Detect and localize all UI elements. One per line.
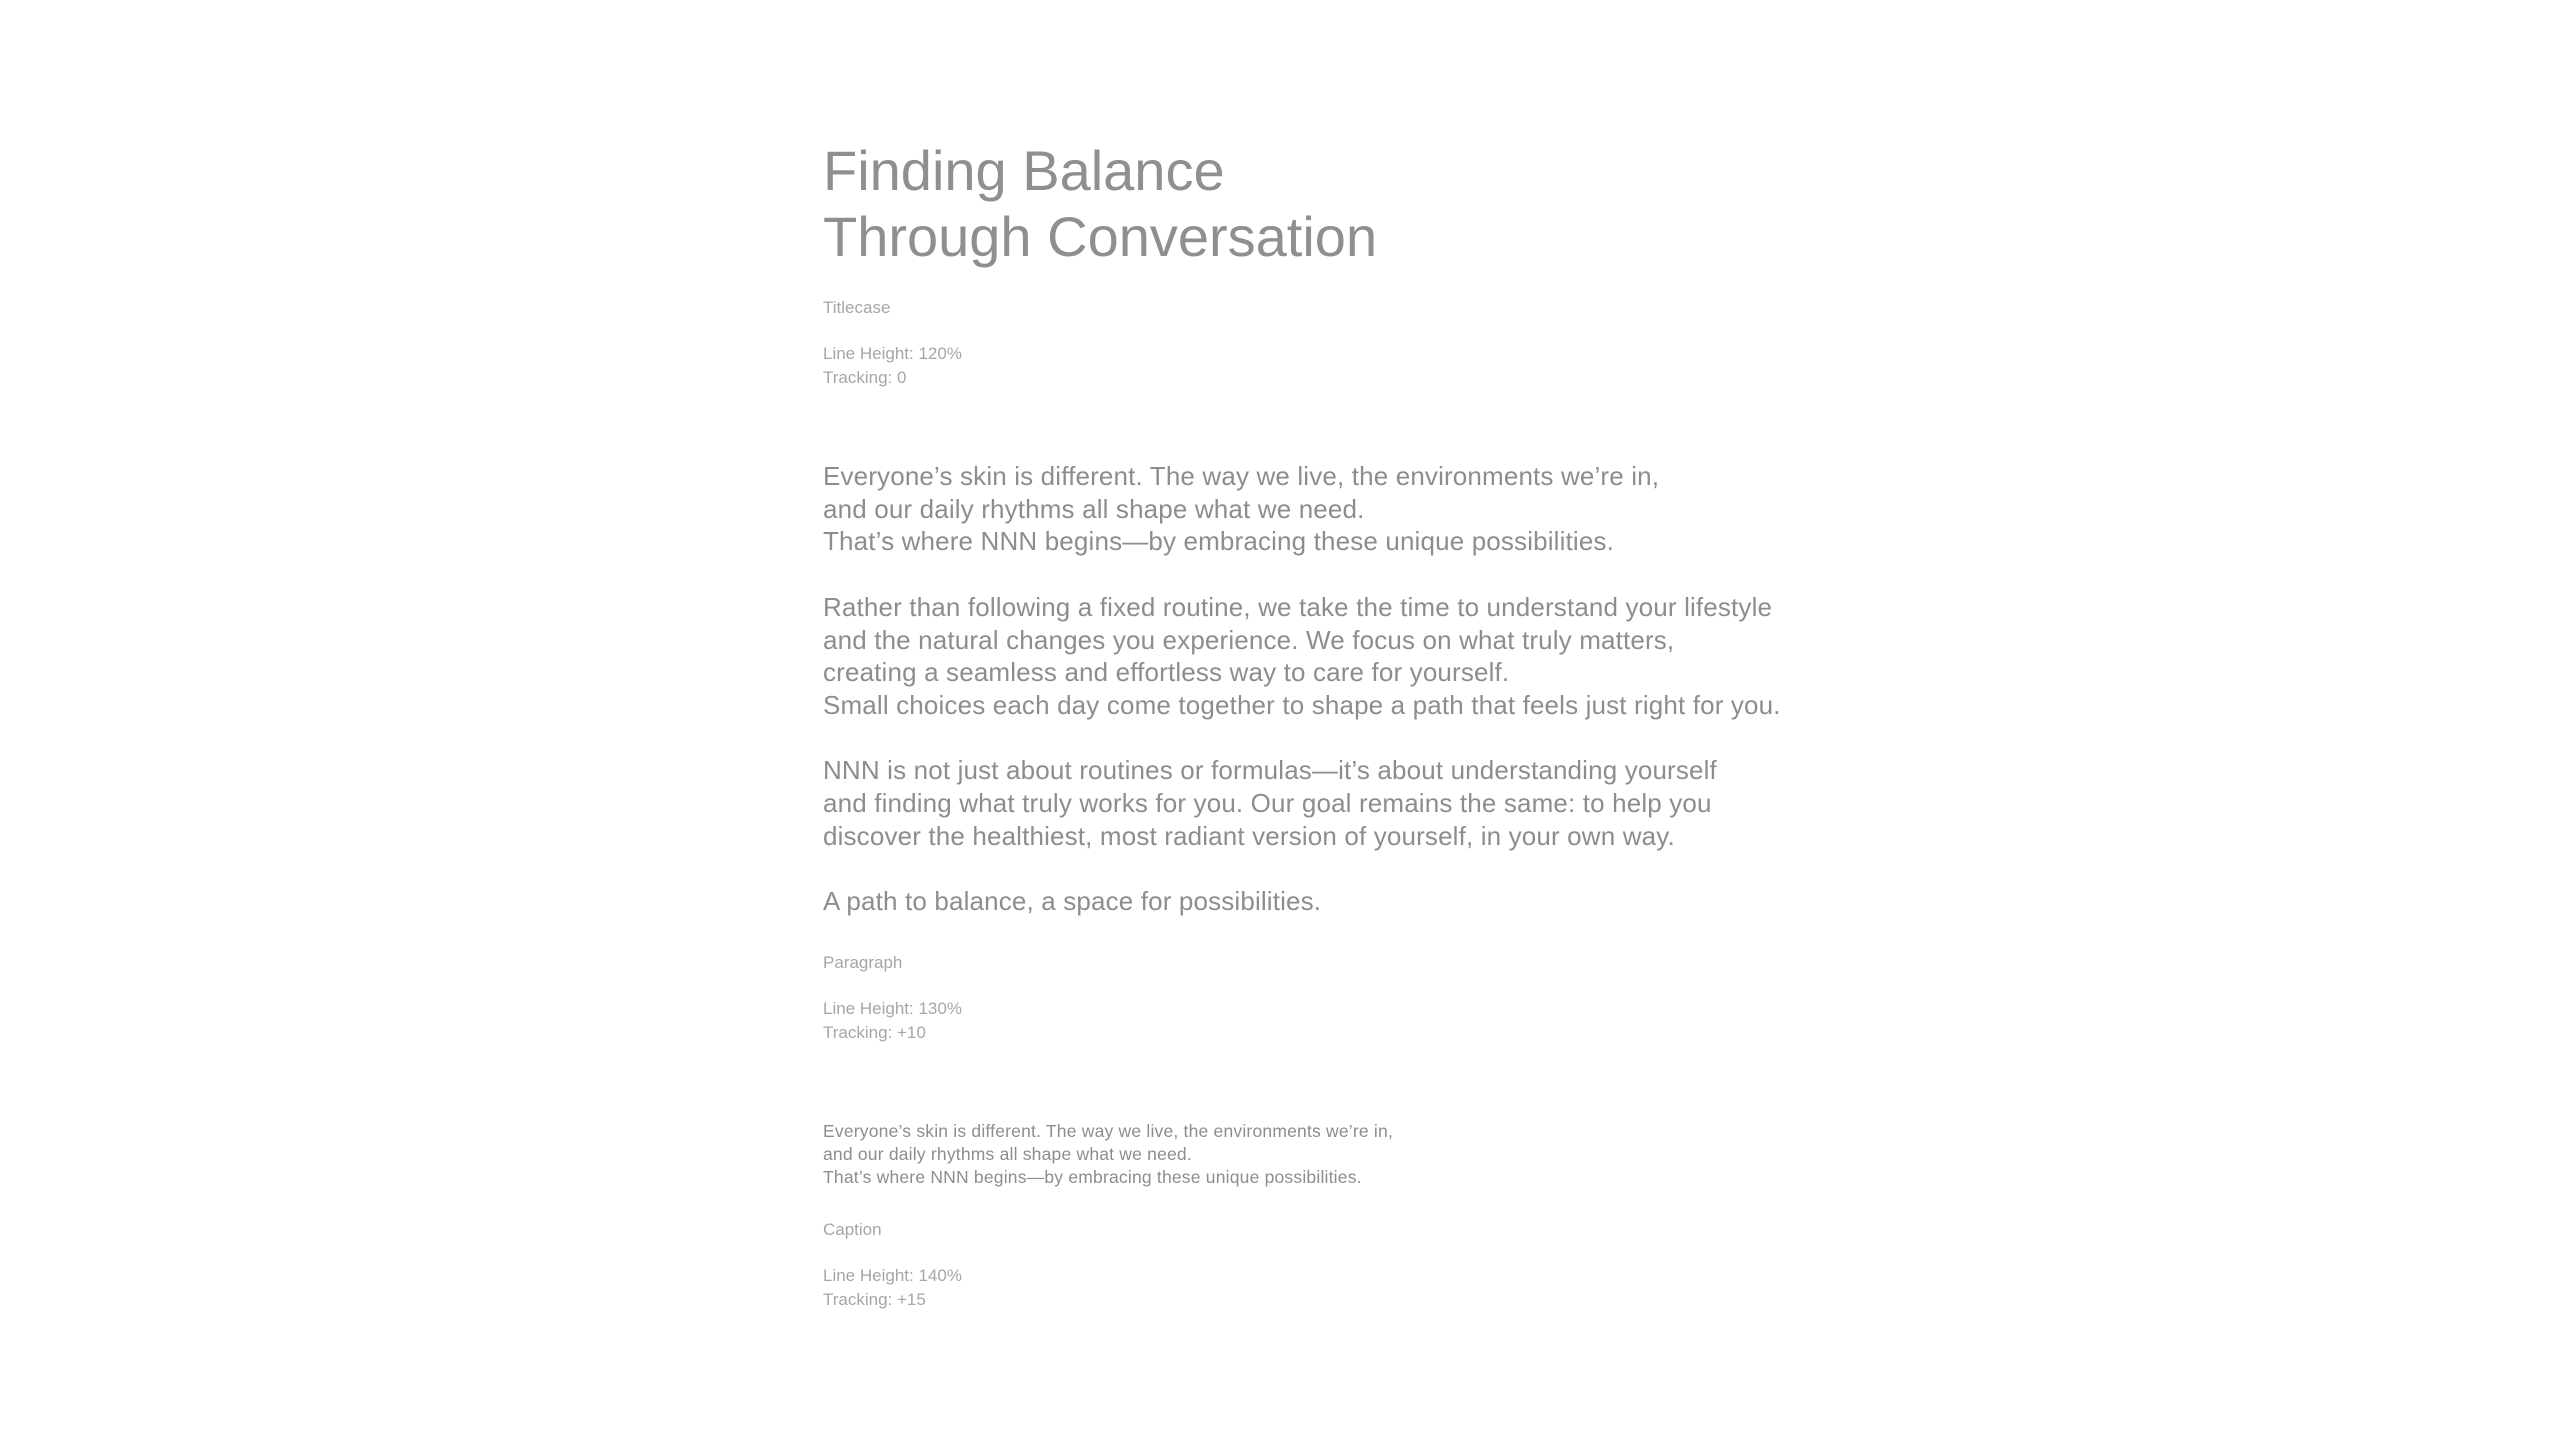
paragraph-line: discover the healthiest, most radiant version of yourself, in your own way. xyxy=(823,820,1675,851)
caption-spec xyxy=(823,1218,962,1312)
caption-line: That’s where NNN begins—by embracing these unique possibilities. xyxy=(823,1167,1362,1187)
paragraph-line: NNN is not just about routines or formulas—it’s about understanding yourself xyxy=(823,755,1717,786)
paragraph-line: and the natural changes you experience. We focus on what truly matters, xyxy=(823,624,1675,655)
paragraph-line-height: Line Height: 130% xyxy=(823,999,962,1018)
paragraph-line: Small choices each day come together to shape a path that feels just right for you. xyxy=(823,689,1781,720)
titlecase-tracking: Tracking: 0 xyxy=(823,368,907,387)
title-line-2: Through Conversation xyxy=(823,205,1378,268)
paragraph-2 xyxy=(823,591,1781,722)
paragraph-line: and our daily rhythms all shape what we need. xyxy=(823,493,1365,524)
paragraph-line: creating a seamless and effortless way to care for yourself. xyxy=(823,657,1510,688)
caption-sample xyxy=(823,1120,1393,1189)
title-line-1: Finding Balance xyxy=(823,139,1225,202)
paragraph-line: That’s where NNN begins—by embracing these unique possibilities. xyxy=(823,526,1614,557)
caption-tracking: Tracking: +15 xyxy=(823,1290,926,1309)
paragraph-1 xyxy=(823,460,1781,558)
titlecase-style-name: Titlecase xyxy=(823,298,891,317)
caption-line-height: Line Height: 140% xyxy=(823,1266,962,1285)
paragraph-3 xyxy=(823,754,1781,852)
paragraph-style-name: Paragraph xyxy=(823,953,903,972)
caption-style-name: Caption xyxy=(823,1220,882,1239)
paragraph-line: Rather than following a fixed routine, we take the time to understand your lifestyle xyxy=(823,591,1773,622)
paragraph-spec xyxy=(823,951,962,1045)
paragraph-sample xyxy=(823,460,1781,950)
paragraph-line: Everyone’s skin is different. The way we live, the environments we’re in, xyxy=(823,461,1660,491)
titlecase-spec xyxy=(823,296,962,390)
titlecase-line-height: Line Height: 120% xyxy=(823,344,962,363)
paragraph-4 xyxy=(823,885,1781,918)
paragraph-line: and finding what truly works for you. Our goal remains the same: to help you xyxy=(823,788,1712,818)
caption-line: and our daily rhythms all shape what we need. xyxy=(823,1144,1192,1164)
caption-line: Everyone’s skin is different. The way we live, the environments we’re in, xyxy=(823,1121,1394,1141)
paragraph-line: A path to balance, a space for possibilities. xyxy=(823,886,1322,917)
paragraph-tracking: Tracking: +10 xyxy=(823,1023,926,1042)
titlecase-sample xyxy=(823,138,1377,270)
